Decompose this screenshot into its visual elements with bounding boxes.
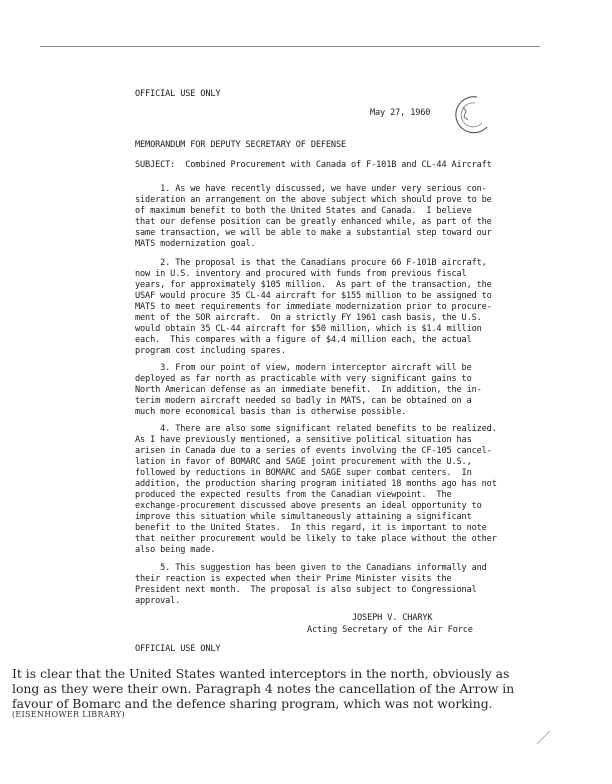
paragraph-4-line: lation in favor of BOMARC and SAGE joint procurement with the U.S., xyxy=(135,457,472,467)
paragraph-1-line: sideration an arrangement on the above subject which should prove to be xyxy=(135,195,492,205)
caption-credit: (EISENHOWER LIBRARY) xyxy=(12,710,125,719)
paragraph-3-line: deployed as far north as practicable with very significant gains to xyxy=(135,374,472,384)
paragraph-2-line: program cost including spares. xyxy=(135,346,286,356)
received-stamp-icon xyxy=(447,93,491,137)
paragraph-3-line: terim modern aircraft needed so badly in MATS, can be obtained on a xyxy=(135,396,472,406)
paragraph-5-line: President next month. The proposal is also subject to Congressional xyxy=(135,585,477,595)
paragraph-4-line: also being made. xyxy=(135,545,216,555)
signer-name: JOSEPH V. CHARYK xyxy=(352,613,433,623)
paragraph-4-line: improve this situation while simultaneously attaining a significant xyxy=(135,512,472,522)
paragraph-2-line: years, for approximately $105 million. As part of the transaction, the xyxy=(135,280,492,290)
paragraph-1-line: 1. As we have recently discussed, we have under very serious con- xyxy=(135,184,487,194)
memo-addressee: MEMORANDUM FOR DEPUTY SECRETARY OF DEFENSE xyxy=(135,140,347,150)
paragraph-1-line: of maximum benefit to both the United States and Canada. I believe xyxy=(135,206,472,216)
paragraph-1-line: that our defense position can be greatly enhanced while, as part of the xyxy=(135,217,492,227)
page-edge-line xyxy=(40,46,540,47)
paragraph-4-line: followed by reductions in BOMARC and SAGE super combat centers. In xyxy=(135,468,472,478)
paragraph-5-line: 5. This suggestion has been given to the Canadians informally and xyxy=(135,563,487,573)
paragraph-2-line: USAF would procure 35 CL-44 aircraft for $155 million to be assigned to xyxy=(135,291,492,301)
paragraph-3-line: much more economical basis than is otherwise possible. xyxy=(135,407,407,417)
paragraph-4-line: benefit to the United States. In this regard, it is important to note xyxy=(135,523,487,533)
paragraph-4-line: exchange-procurement discussed above presents an ideal opportunity to xyxy=(135,501,482,511)
caption-line: favour of Bomarc and the defence sharing program, which was not working. xyxy=(12,696,493,711)
paragraph-3-line: 3. From our point of view, modern interceptor aircraft will be xyxy=(135,363,472,373)
caption-line: long as they were their own. Paragraph 4 notes the cancellation of the Arrow in xyxy=(12,681,515,696)
memo-subject: SUBJECT: Combined Procurement with Canada of F-101B and CL-44 Aircraft xyxy=(135,160,492,170)
paragraph-2-line: ment of the SOR aircraft. On a strictly FY 1961 cash basis, the U.S. xyxy=(135,313,482,323)
caption-line: It is clear that the United States wanted interceptors in the north, obviously as xyxy=(12,666,510,681)
paragraph-2-line: now in U.S. inventory and procured with funds from previous fiscal xyxy=(135,269,467,279)
paragraph-4-line: As I have previously mentioned, a sensitive political situation has xyxy=(135,435,472,445)
paragraph-4-line: produced the expected results from the Canadian viewpoint. The xyxy=(135,490,452,500)
paragraph-4-line: 4. There are also some significant related benefits to be realized. xyxy=(135,424,497,434)
memo-date: May 27, 1960 xyxy=(370,108,431,118)
paragraph-1-line: MATS modernization goal. xyxy=(135,239,256,249)
paragraph-5-line: approval. xyxy=(135,596,181,606)
paragraph-2-line: would obtain 35 CL-44 aircraft for $50 million, which is $1.4 million xyxy=(135,324,482,334)
paragraph-4-line: that neither procurement would be likely to take place without the other xyxy=(135,534,497,544)
classification-top: OFFICIAL USE ONLY xyxy=(135,89,221,99)
paragraph-2-line: 2. The proposal is that the Canadians procure 66 F-101B aircraft, xyxy=(135,258,487,268)
paragraph-2-line: MATS to meet requirements for immediate modernization prior to procure- xyxy=(135,302,492,312)
paragraph-4-line: arisen in Canada due to a series of events involving the CF-105 cancel- xyxy=(135,446,492,456)
paragraph-5-line: their reaction is expected when their Prime Minister visits the xyxy=(135,574,452,584)
pencil-mark-icon xyxy=(535,728,553,746)
paragraph-3-line: North American defense as an immediate benefit. In addition, the in- xyxy=(135,385,482,395)
paragraph-2-line: each. This compares with a figure of $4.4 million each, the actual xyxy=(135,335,472,345)
paragraph-1-line: same transaction, we will be able to make a substantial step toward our xyxy=(135,228,492,238)
signer-title: Acting Secretary of the Air Force xyxy=(307,625,473,635)
paragraph-4-line: addition, the production sharing program initiated 18 months ago has not xyxy=(135,479,497,489)
classification-bottom: OFFICIAL USE ONLY xyxy=(135,644,221,654)
